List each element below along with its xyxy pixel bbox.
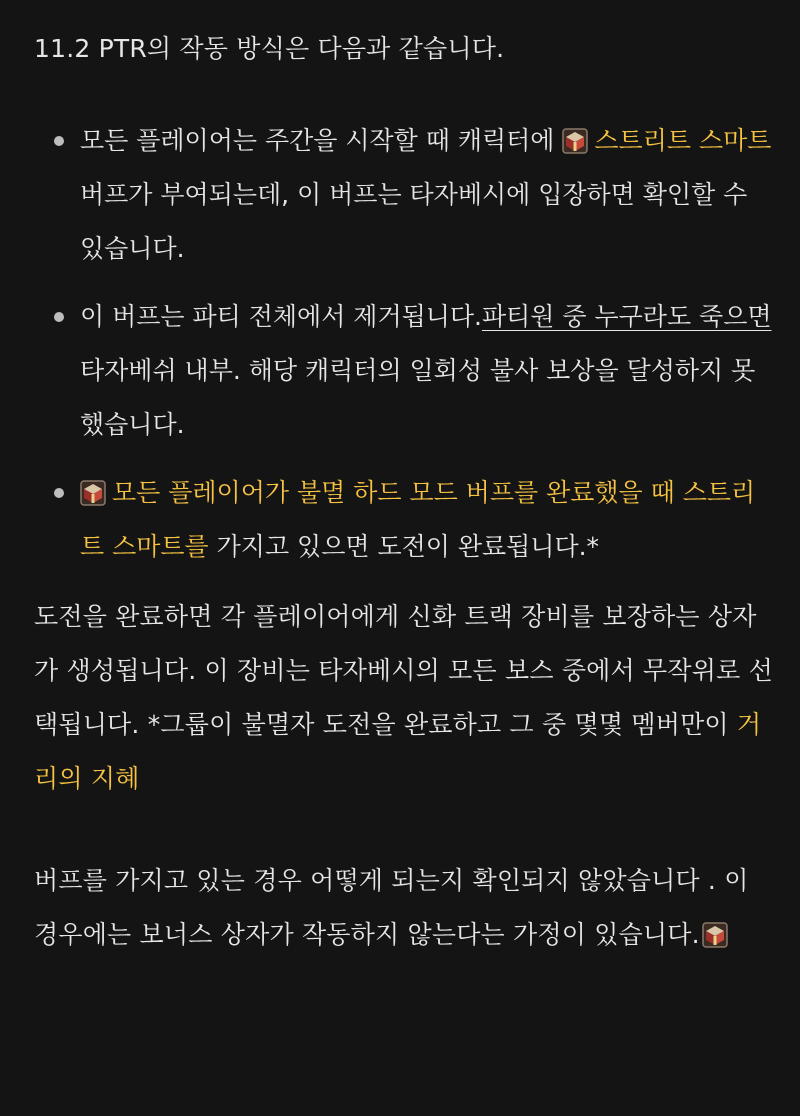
reward-text: 도전을 완료하면 각 플레이어에게 신화 트랙 장비를 보장하는 상자가 생성됩니다. 이 장비는 타자베시의 모든 보스 중에서 무작위로 선택됩니다. *그룹이 불멸자 도전을 완료하고 그 중 몇몇 멤버만이: [34, 602, 773, 739]
list-item: [34, 290, 774, 452]
street-smarts-link[interactable]: 스트리트 스마트: [594, 126, 772, 155]
street-wisdom-link[interactable]: 거리의 지혜: [34, 710, 762, 793]
note-text: 버프를 가지고 있는 경우 어떻게 되는지 확인되지 않았습니다 . 이 경우에는 보너스 상자가 작동하지 않는다는 가정이 있습니다.: [34, 866, 749, 949]
intro-text: 11.2 PTR의 작동 방식은 다음과 같습니다.: [34, 34, 505, 63]
bullet-dot: [54, 312, 64, 322]
article-content: [34, 22, 774, 962]
note-paragraph: [34, 854, 774, 962]
bullet-3-post: 가지고 있으면 도전이 완료됩니다.*: [208, 532, 600, 561]
bullet-1-pre: 모든 플레이어는 주간을 시작할 때 캐릭터에: [80, 126, 563, 155]
paragraph-gap: [34, 806, 774, 854]
bullet-2-post: 타자베쉬 내부. 해당 캐릭터의 일회성 불사 보상을 달성하지 못했습니다.: [80, 356, 756, 439]
bullet-dot: [54, 488, 64, 498]
list-item: [34, 114, 774, 276]
buff-box-icon: [702, 922, 728, 948]
buff-box-icon: [80, 480, 106, 506]
underlined-phrase: 파티원 중 누구라도 죽으면: [482, 302, 772, 331]
bullet-2-pre: 이 버프는 파티 전체에서 제거됩니다.: [80, 302, 482, 331]
immortal-hardmode-link[interactable]: 모든 플레이어가 불멸 하드 모드 버프를 완료했을 때 스트리트 스마트를: [80, 478, 756, 561]
list-item: [34, 466, 774, 574]
bullet-dot: [54, 136, 64, 146]
ptr-rules-list: [34, 114, 774, 574]
bullet-1-post: 버프가 부여되는데, 이 버프는 타자베시에 입장하면 확인할 수 있습니다.: [80, 180, 748, 263]
reward-paragraph: [34, 590, 774, 806]
buff-box-icon: [562, 128, 588, 154]
